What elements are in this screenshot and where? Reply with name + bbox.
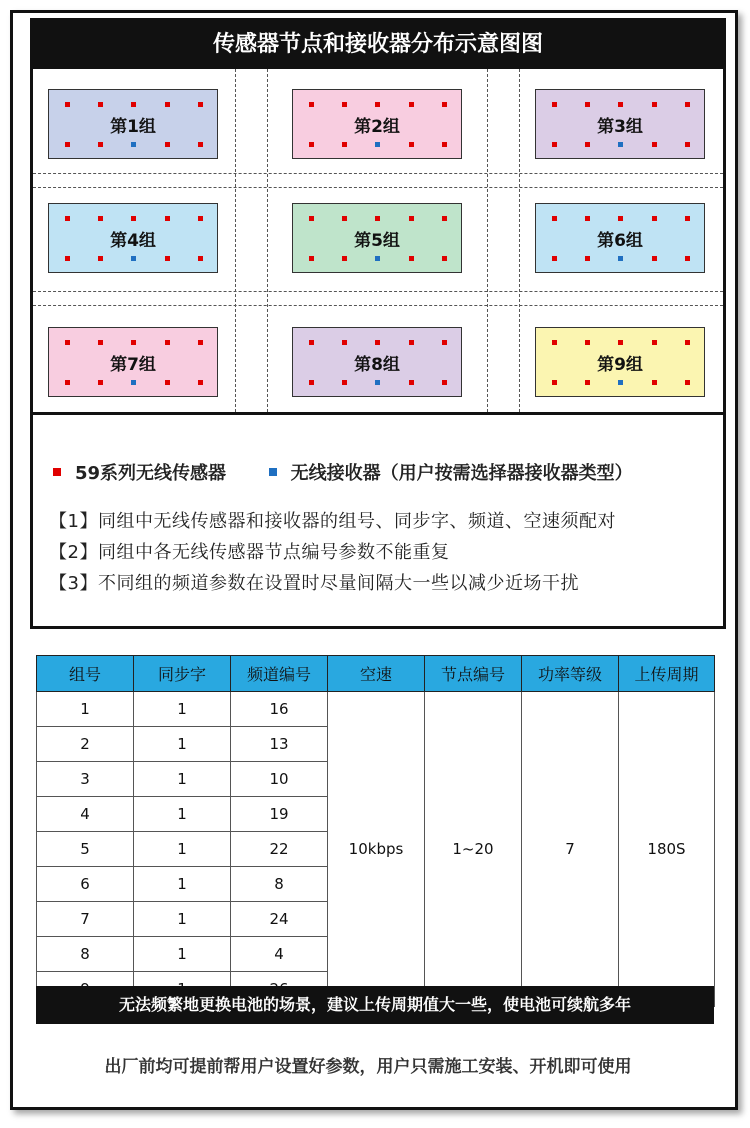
table-cell: 5	[37, 832, 134, 867]
sensor-dot-icon	[165, 142, 170, 147]
sensor-dot-icon	[585, 102, 590, 107]
sensor-dot-icon	[198, 216, 203, 221]
group-cell-7	[48, 327, 218, 397]
receiver-dot-icon	[618, 256, 623, 261]
table-cell: 3	[37, 762, 134, 797]
group-label: 第7组	[110, 355, 156, 375]
sensor-dot-icon	[652, 216, 657, 221]
grid-divider	[33, 187, 723, 188]
group-label: 第9组	[597, 355, 643, 375]
sensor-dot-icon	[65, 216, 70, 221]
receiver-dot-icon	[375, 380, 380, 385]
sensor-dot-icon	[309, 380, 314, 385]
sensor-dot-icon	[552, 380, 557, 385]
sensor-dot-icon	[652, 340, 657, 345]
diagram-title: 传感器节点和接收器分布示意图图	[33, 21, 723, 69]
shared-cell-airspeed: 10kbps	[328, 692, 425, 1007]
table-cell: 1	[134, 762, 231, 797]
group-cell-3	[535, 89, 705, 159]
receiver-dot-icon	[131, 380, 136, 385]
sensor-dot-icon	[342, 102, 347, 107]
sensor-dot-icon	[342, 256, 347, 261]
sensor-dot-icon	[375, 340, 380, 345]
factory-setup-note: 出厂前均可提前帮用户设置好参数，用户只需施工安装、开机即可使用	[104, 1057, 632, 1077]
grid-divider	[519, 69, 520, 412]
sensor-dot-icon	[98, 340, 103, 345]
sensor-dot-icon	[652, 102, 657, 107]
legend-panel	[33, 415, 723, 623]
sensor-dot-icon	[309, 216, 314, 221]
group-grid	[33, 69, 723, 415]
sensor-dot-icon	[652, 256, 657, 261]
sensor-dot-icon	[409, 142, 414, 147]
table-cell: 7	[37, 902, 134, 937]
table-cell: 2	[37, 727, 134, 762]
group-cell-9	[535, 327, 705, 397]
sensor-dot-icon	[165, 380, 170, 385]
grid-divider	[267, 69, 268, 412]
sensor-dot-icon	[198, 256, 203, 261]
sensor-dot-icon	[685, 256, 690, 261]
sensor-dot-icon	[585, 216, 590, 221]
table-cell: 1	[134, 867, 231, 902]
sensor-dot-icon	[552, 256, 557, 261]
sensor-dot-icon	[98, 256, 103, 261]
group-label: 第3组	[597, 117, 643, 137]
group-cell-1	[48, 89, 218, 159]
sensor-dot-icon	[652, 142, 657, 147]
group-label: 第2组	[354, 117, 400, 137]
sensor-dot-icon	[442, 142, 447, 147]
table-cell: 1	[134, 727, 231, 762]
grid-divider	[33, 173, 723, 174]
sensor-dot-icon	[585, 340, 590, 345]
sensor-dot-icon	[618, 340, 623, 345]
group-label: 第8组	[354, 355, 400, 375]
table-cell: 8	[231, 867, 328, 902]
table-cell: 1	[134, 937, 231, 972]
sensor-dot-icon	[165, 340, 170, 345]
sensor-dot-icon	[585, 142, 590, 147]
sensor-dot-icon	[65, 142, 70, 147]
grid-divider	[33, 291, 723, 292]
sensor-dot-icon	[685, 380, 690, 385]
table-cell: 24	[231, 902, 328, 937]
sensor-dot-icon	[375, 102, 380, 107]
sensor-dot-icon	[131, 216, 136, 221]
sensor-dot-icon	[409, 340, 414, 345]
note-2: 【2】同组中各无线传感器节点编号参数不能重复	[49, 542, 450, 563]
distribution-diagram	[30, 18, 726, 629]
group-cell-5	[292, 203, 462, 273]
header-group-id: 组号	[37, 656, 134, 692]
sensor-dot-icon	[65, 340, 70, 345]
receiver-dot-icon	[375, 256, 380, 261]
sensor-dot-icon	[342, 216, 347, 221]
table-cell: 16	[231, 692, 328, 727]
sensor-dot-icon	[98, 142, 103, 147]
sensor-dot-icon	[618, 102, 623, 107]
table-cell: 1	[134, 902, 231, 937]
sensor-dot-icon	[618, 216, 623, 221]
sensor-dot-icon	[685, 102, 690, 107]
sensor-dot-icon	[409, 216, 414, 221]
sensor-dot-icon	[98, 216, 103, 221]
sensor-dot-icon	[552, 142, 557, 147]
table-cell: 4	[37, 797, 134, 832]
sensor-dot-icon	[342, 340, 347, 345]
receiver-marker-icon	[269, 468, 277, 476]
legend-receiver-label: 无线接收器（用户按需选择器接收器类型）	[290, 463, 633, 484]
shared-cell-period: 180S	[619, 692, 715, 1007]
sensor-dot-icon	[198, 380, 203, 385]
note-3: 【3】不同组的频道参数在设置时尽量间隔大一些以减少近场干扰	[49, 573, 579, 594]
sensor-dot-icon	[585, 256, 590, 261]
receiver-dot-icon	[618, 142, 623, 147]
sensor-dot-icon	[131, 102, 136, 107]
table-cell: 8	[37, 937, 134, 972]
sensor-dot-icon	[685, 142, 690, 147]
table-cell: 1	[134, 832, 231, 867]
header-node-id: 节点编号	[425, 656, 522, 692]
grid-divider	[33, 305, 723, 306]
legend-row	[53, 459, 633, 485]
receiver-dot-icon	[131, 142, 136, 147]
sensor-dot-icon	[375, 216, 380, 221]
sensor-dot-icon	[98, 380, 103, 385]
sensor-dot-icon	[552, 216, 557, 221]
table-cell: 1	[37, 692, 134, 727]
receiver-dot-icon	[618, 380, 623, 385]
table-row	[37, 692, 715, 727]
receiver-dot-icon	[375, 142, 380, 147]
table-cell: 10	[231, 762, 328, 797]
header-power: 功率等级	[522, 656, 619, 692]
sensor-dot-icon	[309, 340, 314, 345]
table-cell: 13	[231, 727, 328, 762]
sensor-dot-icon	[165, 256, 170, 261]
sensor-dot-icon	[442, 216, 447, 221]
sensor-dot-icon	[442, 340, 447, 345]
sensor-dot-icon	[342, 142, 347, 147]
sensor-dot-icon	[65, 256, 70, 261]
sensor-dot-icon	[685, 216, 690, 221]
parameter-table	[36, 655, 715, 1007]
sensor-dot-icon	[65, 102, 70, 107]
sensor-dot-icon	[552, 102, 557, 107]
header-airspeed: 空速	[328, 656, 425, 692]
sensor-dot-icon	[685, 340, 690, 345]
header-channel: 频道编号	[231, 656, 328, 692]
sensor-dot-icon	[198, 340, 203, 345]
sensor-dot-icon	[442, 102, 447, 107]
group-cell-6	[535, 203, 705, 273]
shared-cell-node-id: 1~20	[425, 692, 522, 1007]
sensor-dot-icon	[409, 380, 414, 385]
table-cell: 22	[231, 832, 328, 867]
sensor-dot-icon	[552, 340, 557, 345]
group-cell-4	[48, 203, 218, 273]
sensor-dot-icon	[165, 102, 170, 107]
sensor-dot-icon	[442, 256, 447, 261]
table-cell: 4	[231, 937, 328, 972]
sensor-dot-icon	[309, 256, 314, 261]
group-label: 第5组	[354, 231, 400, 251]
grid-divider	[487, 69, 488, 412]
receiver-dot-icon	[131, 256, 136, 261]
grid-divider	[235, 69, 236, 412]
sensor-dot-icon	[585, 380, 590, 385]
header-period: 上传周期	[619, 656, 715, 692]
sensor-marker-icon	[53, 468, 61, 476]
sensor-dot-icon	[198, 102, 203, 107]
sensor-dot-icon	[98, 102, 103, 107]
group-label: 第4组	[110, 231, 156, 251]
table-cell: 6	[37, 867, 134, 902]
sensor-dot-icon	[165, 216, 170, 221]
group-label: 第6组	[597, 231, 643, 251]
group-cell-8	[292, 327, 462, 397]
sensor-dot-icon	[65, 380, 70, 385]
table-cell: 1	[134, 692, 231, 727]
sensor-dot-icon	[652, 380, 657, 385]
group-label: 第1组	[110, 117, 156, 137]
sensor-dot-icon	[409, 256, 414, 261]
table-header-row	[37, 656, 715, 692]
sensor-dot-icon	[131, 340, 136, 345]
sensor-dot-icon	[409, 102, 414, 107]
sensor-dot-icon	[309, 142, 314, 147]
sensor-dot-icon	[342, 380, 347, 385]
table-cell: 19	[231, 797, 328, 832]
header-sync-word: 同步字	[134, 656, 231, 692]
legend-sensor-label: 59系列无线传感器	[75, 463, 227, 484]
sensor-dot-icon	[309, 102, 314, 107]
group-cell-2	[292, 89, 462, 159]
battery-tip-banner: 无法频繁地更换电池的场景，建议上传周期值大一些，使电池可续航多年	[36, 986, 714, 1024]
sensor-dot-icon	[442, 380, 447, 385]
shared-cell-power: 7	[522, 692, 619, 1007]
sensor-dot-icon	[198, 142, 203, 147]
table-cell: 1	[134, 797, 231, 832]
note-1: 【1】同组中无线传感器和接收器的组号、同步字、频道、空速须配对	[49, 511, 616, 532]
